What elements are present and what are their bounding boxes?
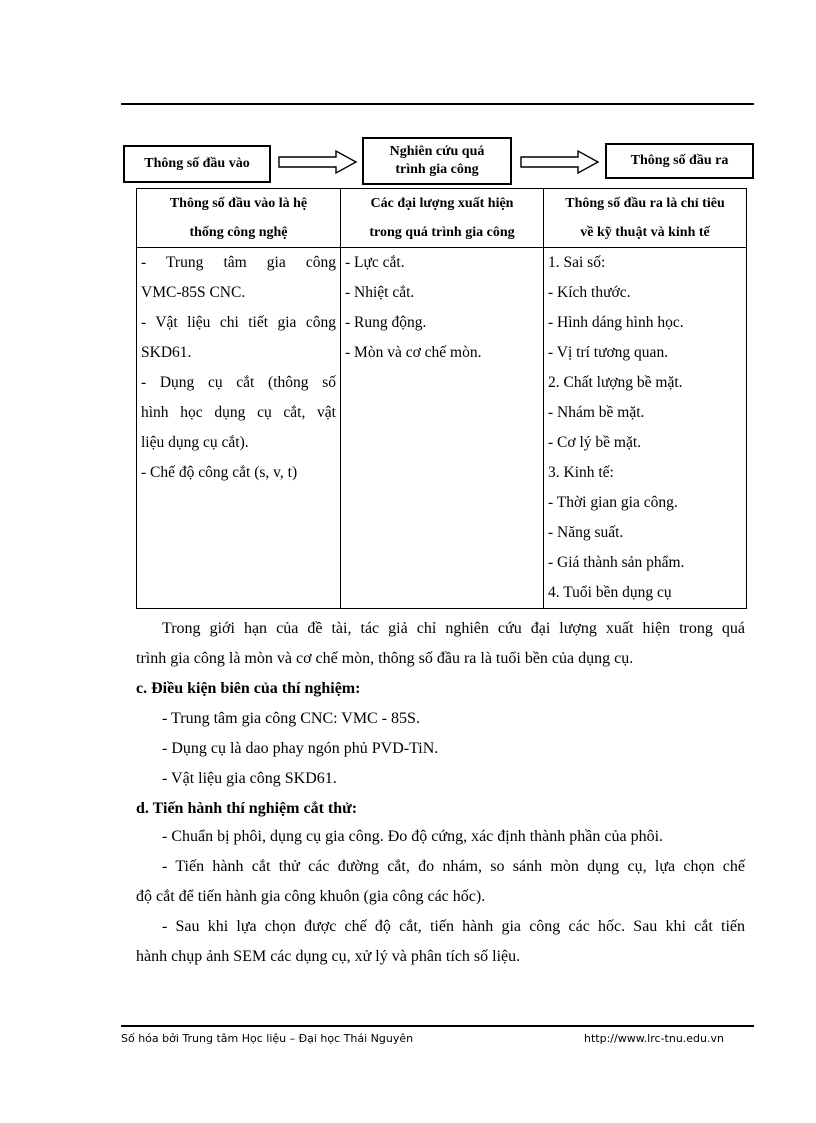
process-research-box <box>362 137 512 185</box>
list-item: - Thời gian gia công. <box>548 494 678 511</box>
paragraph-line: trình gia công là mòn và cơ chế mòn, thông số đầu ra là tuổi bền của dụng cụ. <box>136 650 634 667</box>
header-text: về kỹ thuật và kinh tế <box>580 225 710 240</box>
table-header-row <box>137 189 747 248</box>
arrow-right-icon <box>520 149 600 175</box>
header-text: Thông số đầu vào là hệ <box>169 196 308 211</box>
table-header-output <box>544 189 747 248</box>
table-header-process <box>341 189 544 248</box>
section-heading-c: c. Điều kiện biên của thí nghiệm: <box>136 680 361 697</box>
list-item: - Dụng cụ là dao phay ngón phủ PVD-TiN. <box>162 740 439 757</box>
list-item: - Năng suất. <box>548 524 624 541</box>
list-item: 3. Kinh tế: <box>548 464 614 481</box>
arrow-right-icon <box>278 149 358 175</box>
output-params-label: Thông số đầu ra <box>630 153 729 168</box>
paragraph-line: độ cắt để tiến hành gia công khuôn (gia công các hốc). <box>136 888 486 905</box>
list-item: liệu dụng cụ cắt). <box>141 434 249 451</box>
input-params-label: Thông số đầu vào <box>144 156 250 171</box>
list-item: - Mòn và cơ chế mòn. <box>345 344 482 361</box>
process-quantities-cell <box>341 248 544 609</box>
paragraph-line: hành chụp ảnh SEM các dụng cụ, xử lý và phân tích số liệu. <box>136 948 521 965</box>
list-item: - Vật liệu chi tiết gia công <box>141 314 336 331</box>
list-item: - Kích thước. <box>548 284 631 301</box>
section-heading-d: d. Tiến hành thí nghiệm cắt thử: <box>136 800 358 817</box>
paragraph-line: - Sau khi lựa chọn được chế độ cắt, tiến hành gia công các hốc. Sau khi cắt tiến <box>162 918 745 935</box>
input-params-cell <box>137 248 341 609</box>
list-item: - Cơ lý bề mặt. <box>548 434 641 451</box>
header-text: thống công nghệ <box>189 225 288 240</box>
table-header-input <box>137 189 341 248</box>
footer-rule <box>121 1025 754 1027</box>
header-text: trong quá trình gia công <box>369 225 515 240</box>
header-rule <box>121 103 754 105</box>
list-item: - Giá thành sản phẩm. <box>548 554 685 571</box>
header-text: Thông số đầu ra là chỉ tiêu <box>565 196 725 211</box>
list-item: - Chế độ công cắt (s, v, t) <box>141 464 298 481</box>
list-item: 4. Tuổi bền dụng cụ <box>548 584 672 601</box>
process-label-line1: Nghiên cứu quá <box>389 144 485 159</box>
list-item: - Dụng cụ cắt (thông số <box>141 374 336 391</box>
process-label-line2: trình gia công <box>395 162 479 177</box>
list-item: - Trung tâm gia công <box>141 254 336 271</box>
paragraph-line: Trong giới hạn của đề tài, tác giả chỉ nghiên cứu đại lượng xuất hiện trong quá <box>162 620 745 637</box>
list-item: - Vật liệu gia công SKD61. <box>162 770 337 787</box>
list-item: - Rung động. <box>345 314 427 331</box>
list-item: 2. Chất lượng bề mặt. <box>548 374 683 391</box>
list-item: - Lực cắt. <box>345 254 405 271</box>
list-item: - Vị trí tương quan. <box>548 344 669 361</box>
list-item: VMC-85S CNC. <box>141 284 246 301</box>
list-item: - Trung tâm gia công CNC: VMC - 85S. <box>162 710 420 727</box>
list-item: - Hình dáng hình học. <box>548 314 684 331</box>
header-text: Các đại lượng xuất hiện <box>370 196 514 211</box>
footer-source: Số hóa bởi Trung tâm Học liệu – Đại học Thái Nguyên <box>121 1032 414 1045</box>
list-item: - Chuẩn bị phôi, dụng cụ gia công. Đo độ cứng, xác định thành phần của phôi. <box>162 828 664 845</box>
table-row <box>137 248 747 609</box>
parameters-table <box>136 188 747 609</box>
list-item: hình học dụng cụ cắt, vật <box>141 404 336 421</box>
output-params-cell <box>544 248 747 609</box>
output-params-box <box>605 143 754 179</box>
paragraph-line: - Tiến hành cắt thử các đường cắt, đo nhám, so sánh mòn dụng cụ, lựa chọn chế <box>162 858 745 875</box>
list-item: - Nhám bề mặt. <box>548 404 645 421</box>
list-item: - Nhiệt cắt. <box>345 284 415 301</box>
input-params-box <box>123 145 271 183</box>
list-item: 1. Sai số: <box>548 254 606 271</box>
footer-url[interactable]: http://www.lrc-tnu.edu.vn <box>584 1032 724 1045</box>
list-item: SKD61. <box>141 344 192 361</box>
